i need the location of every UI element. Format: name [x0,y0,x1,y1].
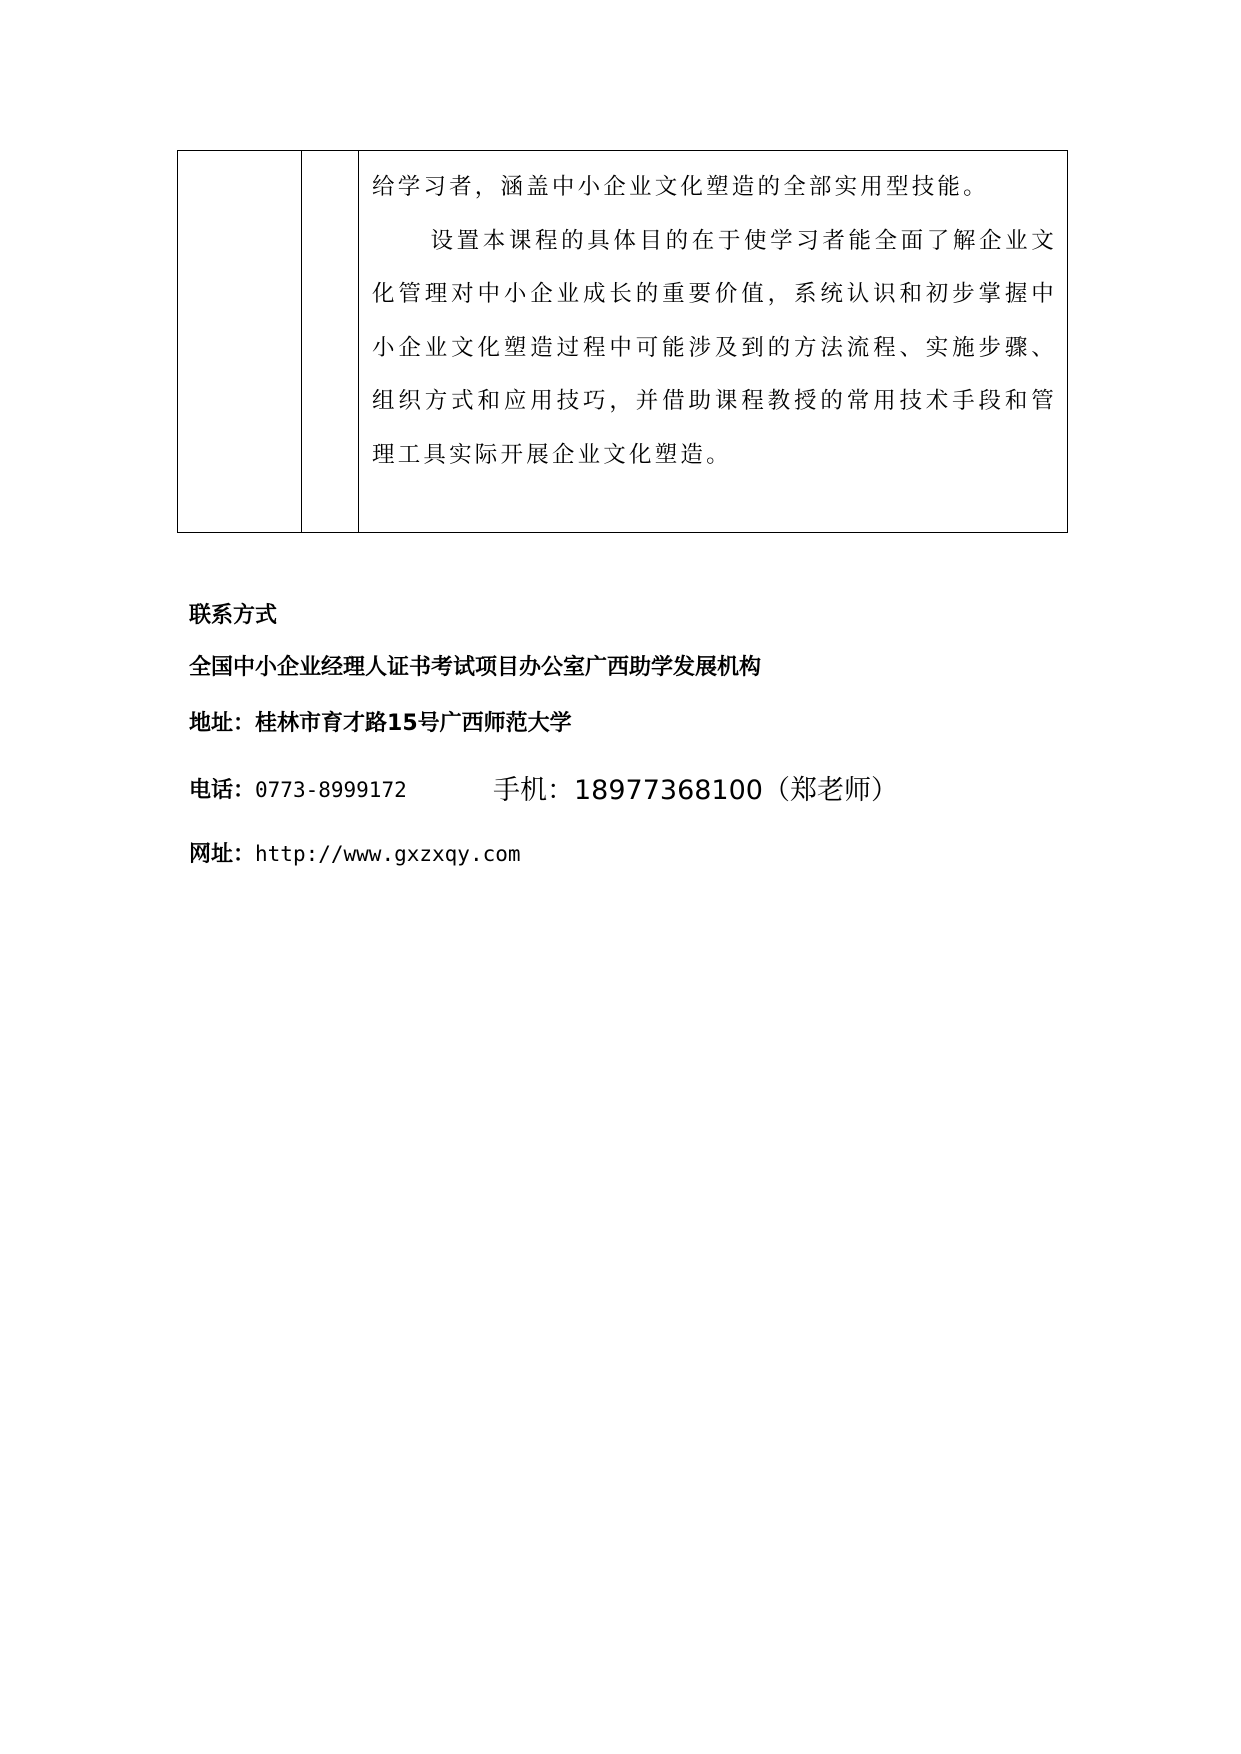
mobile-value: 18977368100（郑老师） [574,775,898,806]
contact-mobile [493,768,898,807]
website-value: http://www.gxzxqy.com [255,842,521,866]
course-table [177,150,1068,533]
contact-website [189,837,521,868]
course-paragraph-1: 给学习者，涵盖中小企业文化塑造的全部实用型技能。 [372,174,989,200]
course-paragraph-2: 设置本课程的具体目的在于使学习者能全面了解企业文化管理对中小企业成长的重要价值，系统认识和初步掌握中小企业文化塑造过程中可能涉及到的方法流程、实施步骤、组织方式和应用技巧，并借助课程教授的常用技术手段和管理工具实际开展企业文化塑造。 [372,227,1057,468]
contact-phone [189,773,407,804]
contact-address [189,706,572,737]
phone-label: 电话： [189,778,256,803]
phone-value: 0773-8999172 [255,778,407,802]
mobile-label: 手机： [493,775,574,806]
table-divider-2 [358,151,359,532]
contact-heading: 联系方式 [189,603,278,628]
table-divider-1 [301,151,302,532]
contact-organization: 全国中小企业经理人证书考试项目办公室广西助学发展机构 [189,655,762,680]
website-label: 网址： [189,842,256,867]
course-description-cell [372,161,1057,482]
address-value: 桂林市育才路15号广西师范大学 [255,711,572,736]
address-label: 地址： [189,711,256,736]
